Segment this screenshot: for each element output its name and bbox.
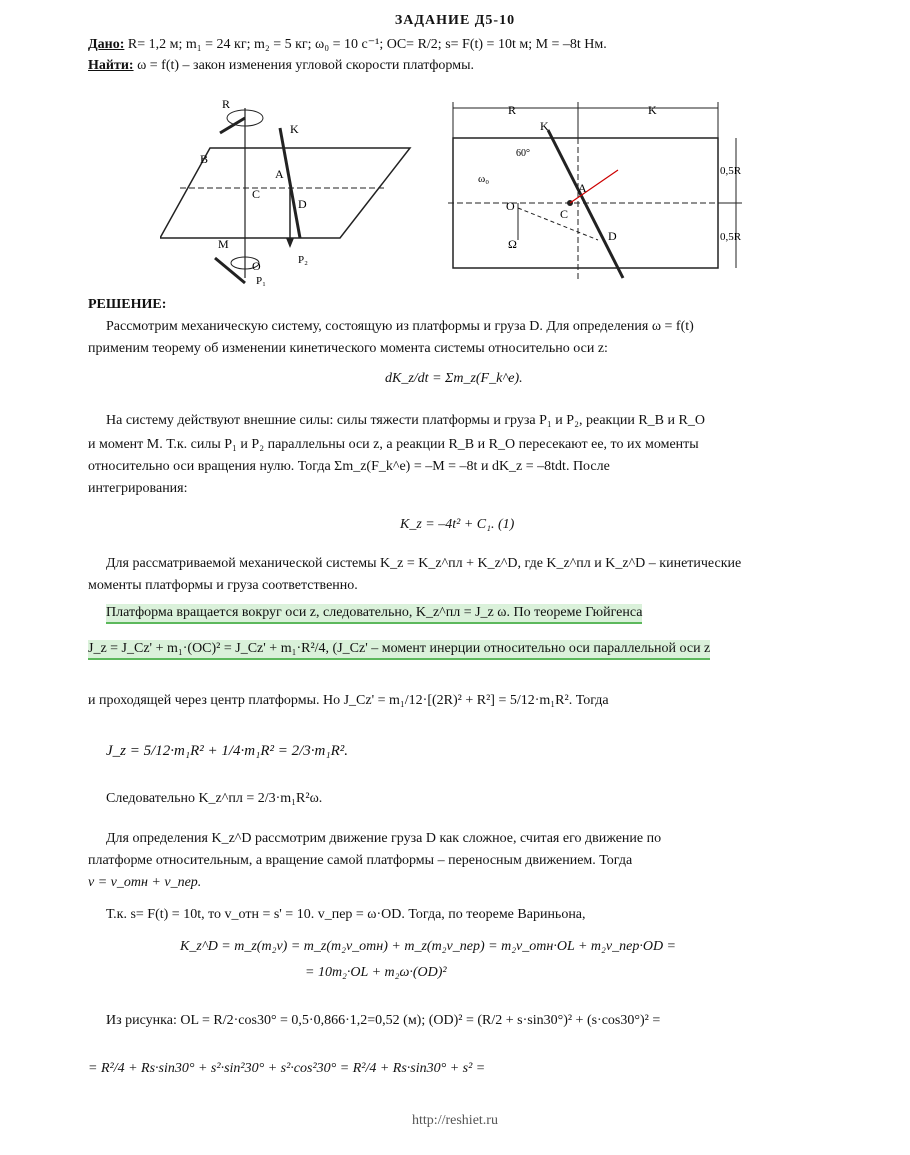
solution-line-9: моменты платформы и груза соответственно.: [88, 578, 358, 593]
equation-kd-1: K_z^D = m_z(m₂v) = m_z(m₂v_отн) + m_z(m₂v_пер) = m₂v_отн·OL + m₂v_пер·OD =: [180, 939, 676, 954]
solution-line-16: платформе относительным, а вращение самой платформы – переносным движением. Тогда: [88, 853, 633, 868]
equation-dk: dK_z/dt = Σm_z(F_k^e).: [385, 371, 523, 386]
page-title: ЗАДАНИЕ Д5-10: [394, 13, 516, 28]
equation-kz: K_z = –4t² + C₁. (1): [400, 517, 515, 532]
fig-left-label-o: O: [252, 259, 261, 273]
solution-line-21: Из рисунка: OL = R/2·cos30° = 0,5·0,866·1,2=0,52 (м); (OD)² = (R/2 + s·sin30°)² + (s·cos30°)² =: [106, 1013, 661, 1028]
fig-right-label-k-top: K: [648, 103, 657, 117]
equation-jz: J_z = 5/12·m₁R² + 1/4·m₁R² = 2/3·m₁R².: [106, 743, 348, 759]
fig-right-label-r: R: [508, 103, 517, 117]
equation-kd-2: = 10m₂·OL + m₂ω·(OD)²: [305, 965, 447, 980]
fig-left-label-k: K: [290, 122, 299, 136]
solution-line-10: Платформа вращается вокруг оси z, следовательно, K_z^пл = J_z ω. По теореме Гюйгенса: [106, 604, 642, 624]
given-label: Дано:: [88, 37, 125, 52]
fig-left-label-b: B: [200, 152, 209, 166]
fig-left-label-p1: P₁: [256, 275, 266, 287]
fig-right-label-a: A: [578, 181, 587, 195]
solution-line-6: интегрирования:: [88, 481, 188, 496]
fig-right-label-k: K: [540, 119, 549, 133]
solution-line-12: и проходящей через центр платформы. Но J_Cz' = m₁/12·[(2R)² + R²] = 5/12·m₁R². Тогда: [88, 693, 609, 708]
solution-line-0: Рассмотрим механическую систему, состоящую из платформы и груза D. Для определения ω = f(t): [106, 319, 694, 334]
solution-line-14: Следовательно K_z^пл = 2/3·m₁R²ω.: [106, 791, 323, 806]
fig-right-label-omega0: ω₀: [478, 173, 490, 185]
solution-line-18: Т.к. s= F(t) = 10t, то v_отн = s' = 10. v_пер = ω·OD. Тогда, по теореме Вариньона,: [106, 907, 586, 922]
footer-url[interactable]: http://reshiet.ru: [412, 1113, 498, 1128]
solution-line-1: применим теорему об изменении кинетического момента системы относительно оси z:: [88, 341, 608, 356]
fig-left-label-r: R: [222, 97, 231, 111]
fig-left-label-m: M: [218, 237, 229, 251]
fig-right-label-05r-a: 0,5R: [720, 165, 742, 177]
fig-right-label-d: D: [608, 229, 617, 243]
solution-line-5: относительно оси вращения нулю. Тогда Σm_z(F_k^e) = –M = –8t и dK_z = –8tdt. После: [88, 459, 610, 474]
solution-line-15: Для определения K_z^D рассмотрим движение груза D как сложное, считая его движение по: [106, 831, 662, 846]
fig-right-label-60: 60°: [516, 148, 530, 159]
given-text: R= 1,2 м; m₁ = 24 кг; m₂ = 5 кг; ω₀ = 10 с⁻¹; OC= R/2; s= F(t) = 10t м; M = –8t Нм.: [127, 37, 607, 52]
figure-left: [160, 88, 430, 298]
fig-right-label-o: O: [506, 199, 515, 213]
find-line: [88, 57, 474, 75]
fig-left-label-p2: P₂: [298, 254, 308, 266]
fig-right-label-omega: Ω: [508, 237, 517, 251]
find-label: Найти:: [88, 58, 134, 73]
figure-right: [448, 100, 748, 285]
solution-line-8: Для рассматриваемой механической системы K_z = K_z^пл + K_z^D, где K_z^пл и K_z^D – кинетические: [106, 556, 742, 571]
given-line: [88, 36, 607, 54]
solution-line-11: J_z = J_Cz' + m₁·(OC)² = J_Cz' + m₁·R²/4, (J_Cz' – момент инерции относительно оси параллельной оси z: [88, 640, 710, 660]
fig-left-label-c: C: [252, 187, 261, 201]
solution-line-3: На систему действуют внешние силы: силы тяжести платформы и груза P₁ и P₂, реакции R_B и R_O: [106, 413, 705, 428]
fig-left-label-a: A: [275, 167, 284, 181]
find-text: ω = f(t) – закон изменения угловой скорости платформы.: [137, 58, 474, 73]
solution-line-4: и момент M. Т.к. силы P₁ и P₂ параллельны оси z, а реакции R_B и R_O пересекают ее, то их моменты: [88, 437, 699, 452]
fig-right-label-05r-b: 0,5R: [720, 231, 742, 243]
fig-right-label-c: C: [560, 207, 569, 221]
solution-line-22: = R²/4 + Rs·sin30° + s²·sin²30° + s²·cos²30° = R²/4 + Rs·sin30° + s² =: [88, 1061, 486, 1076]
fig-left-label-d: D: [298, 197, 307, 211]
solution-line-17: v = v_отн + v_пер.: [88, 875, 202, 890]
solution-label: РЕШЕНИЕ:: [88, 297, 167, 312]
